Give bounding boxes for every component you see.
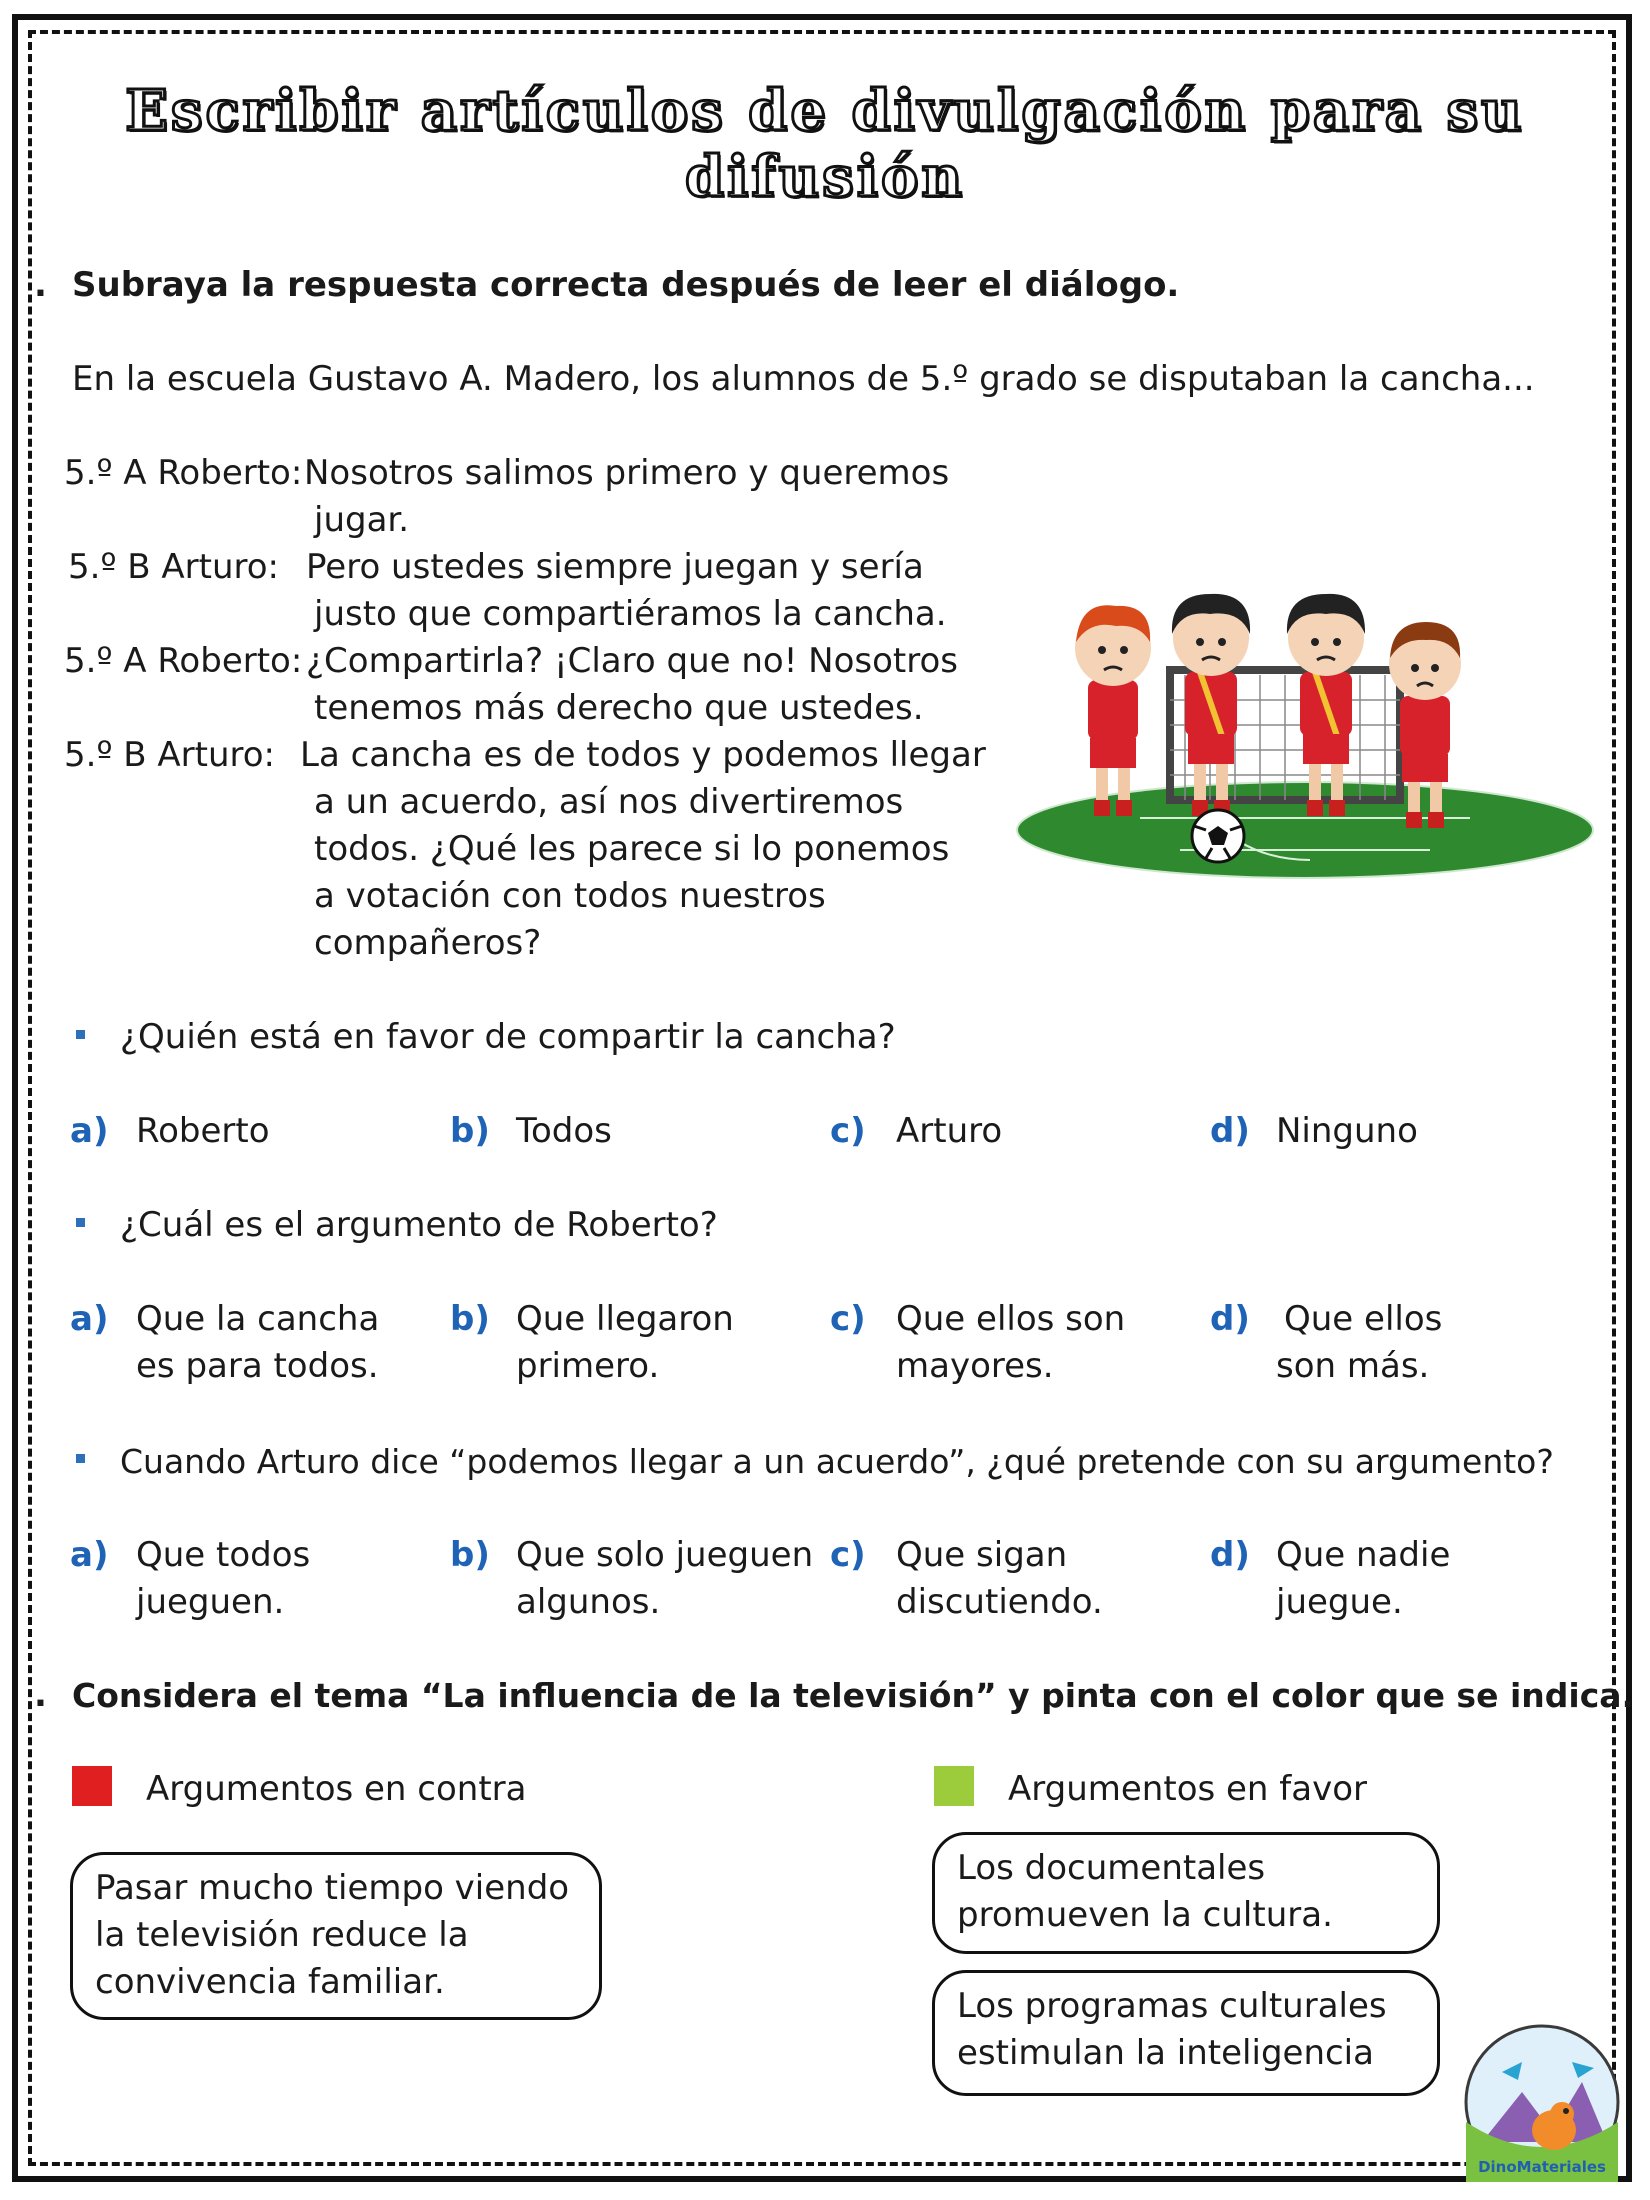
option-text: son más.	[1276, 1346, 1430, 1386]
option-letter: c)	[830, 1535, 866, 1575]
question-text: Cuando Arturo dice “podemos llegar a un acuerdo”, ¿qué pretende con su argumento?	[120, 1442, 1554, 1481]
option-letter: a)	[70, 1535, 109, 1575]
argument-box[interactable]	[932, 1832, 1440, 1954]
red-color-swatch	[72, 1766, 112, 1806]
argument-line: promueven la cultura.	[957, 1895, 1333, 1935]
favor-label: Argumentos en favor	[1008, 1769, 1367, 1809]
page-title: Escribir artículos de divulgación para su difusión	[125, 78, 1525, 210]
argument-line: Los programas culturales	[957, 1986, 1387, 2026]
dialogue-speaker: 5.º A Roberto:	[64, 641, 303, 681]
instruction-text: Considera el tema “La influencia de la televisión” y pinta con el color que se indica.	[72, 1676, 1635, 1715]
option-text: Que ellos	[1284, 1299, 1443, 1339]
dialogue-line: Pero ustedes siempre juegan y sería	[306, 547, 924, 587]
argument-line: estimulan la inteligencia	[957, 2033, 1374, 2073]
instruction-text: Subraya la respuesta correcta después de leer el diálogo.	[72, 265, 1180, 305]
argument-box[interactable]	[932, 1970, 1440, 2096]
option-letter: a)	[70, 1299, 109, 1339]
argument-line: Pasar mucho tiempo viendo	[95, 1868, 570, 1908]
dinomateriales-logo	[1462, 2022, 1622, 2182]
dialogue-line: a un acuerdo, así nos divertiremos	[314, 782, 904, 822]
dialogue-line: a votación con todos nuestros	[314, 876, 826, 916]
argument-line: la televisión reduce la	[95, 1915, 469, 1955]
option-text: juegue.	[1276, 1582, 1403, 1622]
option-text: Ninguno	[1276, 1111, 1418, 1151]
soccer-ball-icon	[1192, 810, 1244, 862]
question-text: ¿Cuál es el argumento de Roberto?	[120, 1205, 718, 1245]
option-text: Que la cancha	[136, 1299, 380, 1339]
bullet-point: .	[34, 1675, 47, 1715]
dialogue-line: tenemos más derecho que ustedes.	[314, 688, 924, 728]
soccer-kids-illustration	[1010, 560, 1600, 880]
bullet-icon	[76, 1030, 85, 1039]
option-letter: d)	[1210, 1299, 1250, 1339]
bullet-icon	[76, 1454, 85, 1463]
dialogue-line: compañeros?	[314, 923, 542, 963]
bullet-point: .	[34, 265, 47, 305]
dialogue-line: justo que compartiéramos la cancha.	[314, 594, 947, 634]
argument-line: Los documentales	[957, 1848, 1266, 1888]
option-text: algunos.	[516, 1582, 661, 1622]
option-letter: c)	[830, 1299, 866, 1339]
option-text: mayores.	[896, 1346, 1054, 1386]
option-letter: b)	[450, 1535, 490, 1575]
dialogue-line: ¿Compartirla? ¡Claro que no! Nosotros	[306, 641, 958, 681]
option-text: discutiendo.	[896, 1582, 1103, 1622]
question-text: ¿Quién está en favor de compartir la cancha?	[120, 1017, 896, 1057]
option-text: Que sigan	[896, 1535, 1068, 1575]
option-text: Arturo	[896, 1111, 1003, 1151]
option-letter: c)	[830, 1111, 866, 1151]
option-text: Que ellos son	[896, 1299, 1126, 1339]
option-text: Roberto	[136, 1111, 270, 1151]
dialogue-line: jugar.	[314, 500, 410, 540]
green-color-swatch	[934, 1766, 974, 1806]
option-text: primero.	[516, 1346, 660, 1386]
option-letter: d)	[1210, 1535, 1250, 1575]
kid-icon	[1075, 605, 1151, 816]
argument-box[interactable]	[70, 1852, 602, 2020]
intro-text: En la escuela Gustavo A. Madero, los alumnos de 5.º grado se disputaban la cancha...	[72, 359, 1535, 399]
option-letter: b)	[450, 1299, 490, 1339]
option-text: Que nadie	[1276, 1535, 1451, 1575]
logo-text: DinoMateriales	[1478, 2158, 1606, 2176]
dialogue-speaker: 5.º B Arturo:	[64, 735, 276, 775]
dialogue-line: La cancha es de todos y podemos llegar	[300, 735, 986, 775]
argument-line: convivencia familiar.	[95, 1962, 445, 2002]
option-text: jueguen.	[136, 1582, 285, 1622]
option-letter: d)	[1210, 1111, 1250, 1151]
against-label: Argumentos en contra	[146, 1769, 527, 1809]
option-text: Que todos	[136, 1535, 311, 1575]
option-letter: b)	[450, 1111, 490, 1151]
bullet-icon	[76, 1218, 85, 1227]
option-letter: a)	[70, 1111, 109, 1151]
dialogue-speaker: 5.º B Arturo:	[68, 547, 280, 587]
option-text: Todos	[516, 1111, 612, 1151]
dialogue-speaker: 5.º A Roberto:	[64, 453, 303, 493]
dialogue-line: todos. ¿Qué les parece si lo ponemos	[314, 829, 950, 869]
option-text: Que solo jueguen	[516, 1535, 814, 1575]
option-text: Que llegaron	[516, 1299, 734, 1339]
option-text: es para todos.	[136, 1346, 379, 1386]
dialogue-line: Nosotros salimos primero y queremos	[304, 453, 950, 493]
